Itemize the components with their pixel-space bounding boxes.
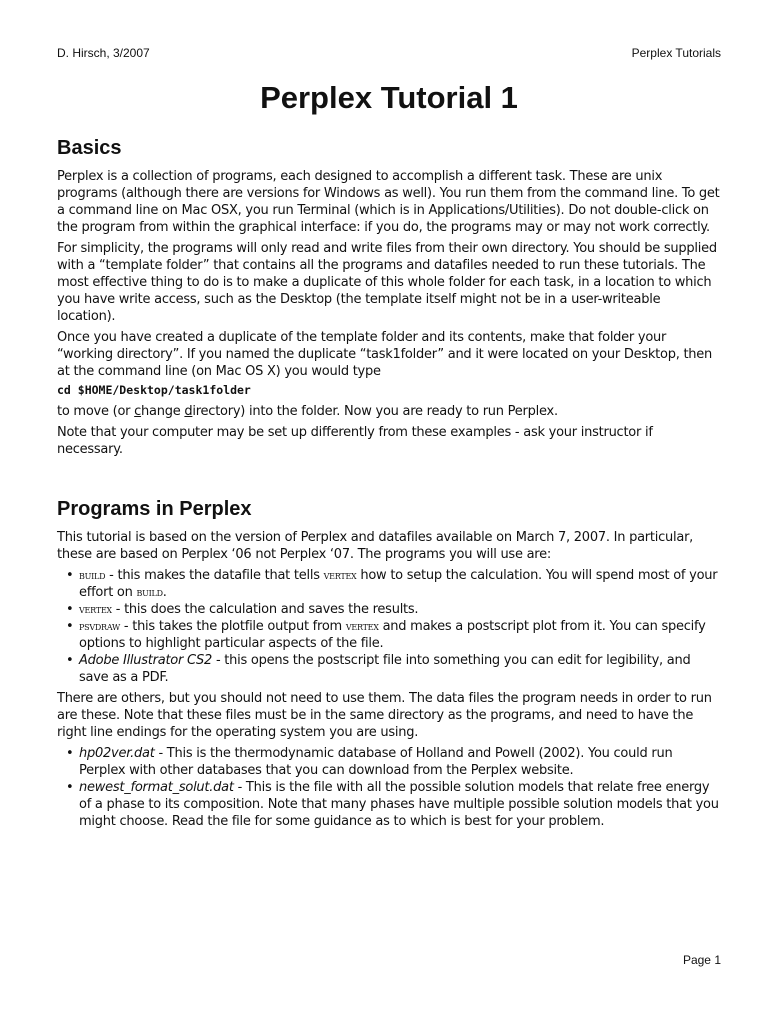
header-series: Perplex Tutorials bbox=[631, 46, 721, 60]
document-page bbox=[57, 0, 721, 1024]
basics-paragraph-3: Once you have created a duplicate of the template folder and its contents, make that folder your “working directory”. If you named the duplicate “task1folder” and it were located on your Desktop, then at the command line (on Mac OS X) you would type bbox=[57, 330, 713, 379]
programs-heading: Programs in Perplex bbox=[57, 498, 252, 520]
basics-paragraph-5: Note that your computer may be set up differently from these examples - ask your instructor if necessary. bbox=[57, 425, 653, 457]
basics-heading: Basics bbox=[57, 137, 122, 159]
page-title: Perplex Tutorial 1 bbox=[260, 80, 518, 115]
list-item: • build - this makes the datafile that tells vertex how to setup the calculation. You will spend most of your effort on build. bbox=[79, 567, 721, 601]
page-number: Page 1 bbox=[682, 953, 721, 967]
list-item: • newest_format_solut.dat - This is the file with all the possible solution models that relate free energy of a phase to its composition. Note that many phases have multiple possible solution models that you might choose. Read the file for some guidance as to which is best for your problem. bbox=[79, 779, 721, 830]
header-author-date: D. Hirsch, 3/2007 bbox=[57, 46, 150, 60]
basics-paragraph-4: to move (or change directory) into the folder. Now you are ready to run Perplex. bbox=[57, 404, 558, 419]
programs-list bbox=[57, 567, 721, 686]
list-item: • psvdraw - this takes the plotfile output from vertex and makes a postscript plot from it. You can specify options to highlight particular aspects of the file. bbox=[79, 618, 721, 652]
basics-paragraph-1: Perplex is a collection of programs, each designed to accomplish a different task. These are unix programs (although there are versions for Windows as well). You run them from the command line. To get a command line on Mac OSX, you run Terminal (which is in Applications/Utilities). Do not double-click on the program from within the graphical interface: if you do, the programs may or may not work correctly. bbox=[57, 169, 720, 235]
programs-others-paragraph: There are others, but you should not need to use them. The data files the program needs in order to run are these. Note that these files must be in the same directory as the programs, and need to have the right line endings for the operating system you are using. bbox=[57, 691, 712, 740]
basics-paragraph-2: For simplicity, the programs will only read and write files from their own directory. You should be supplied with a “template folder” that contains all the programs and datafiles needed to run these tutorials. The most effective thing to do is to make a duplicate of this whole folder for each task, in a location to which you have write access, such as the Desktop (the template itself might not be in a user-writeable location). bbox=[57, 241, 717, 324]
basics-section bbox=[57, 136, 721, 462]
datafiles-list bbox=[57, 745, 721, 830]
list-item: • vertex - this does the calculation and saves the results. bbox=[79, 601, 721, 618]
list-item: • hp02ver.dat - This is the thermodynamic database of Holland and Powell (2002). You could run Perplex with other databases that you can download from the Perplex website. bbox=[79, 745, 721, 779]
list-item: • Adobe Illustrator CS2 - this opens the postscript file into something you can edit for legibility, and save as a PDF. bbox=[79, 652, 721, 686]
command-line-code: cd $HOME/Desktop/task1folder bbox=[57, 383, 251, 397]
programs-intro: This tutorial is based on the version of Perplex and datafiles available on March 7, 2007. In particular, these are based on Perplex ‘06 not Perplex ‘07. The programs you will use are: bbox=[57, 530, 694, 562]
programs-section bbox=[57, 497, 721, 834]
